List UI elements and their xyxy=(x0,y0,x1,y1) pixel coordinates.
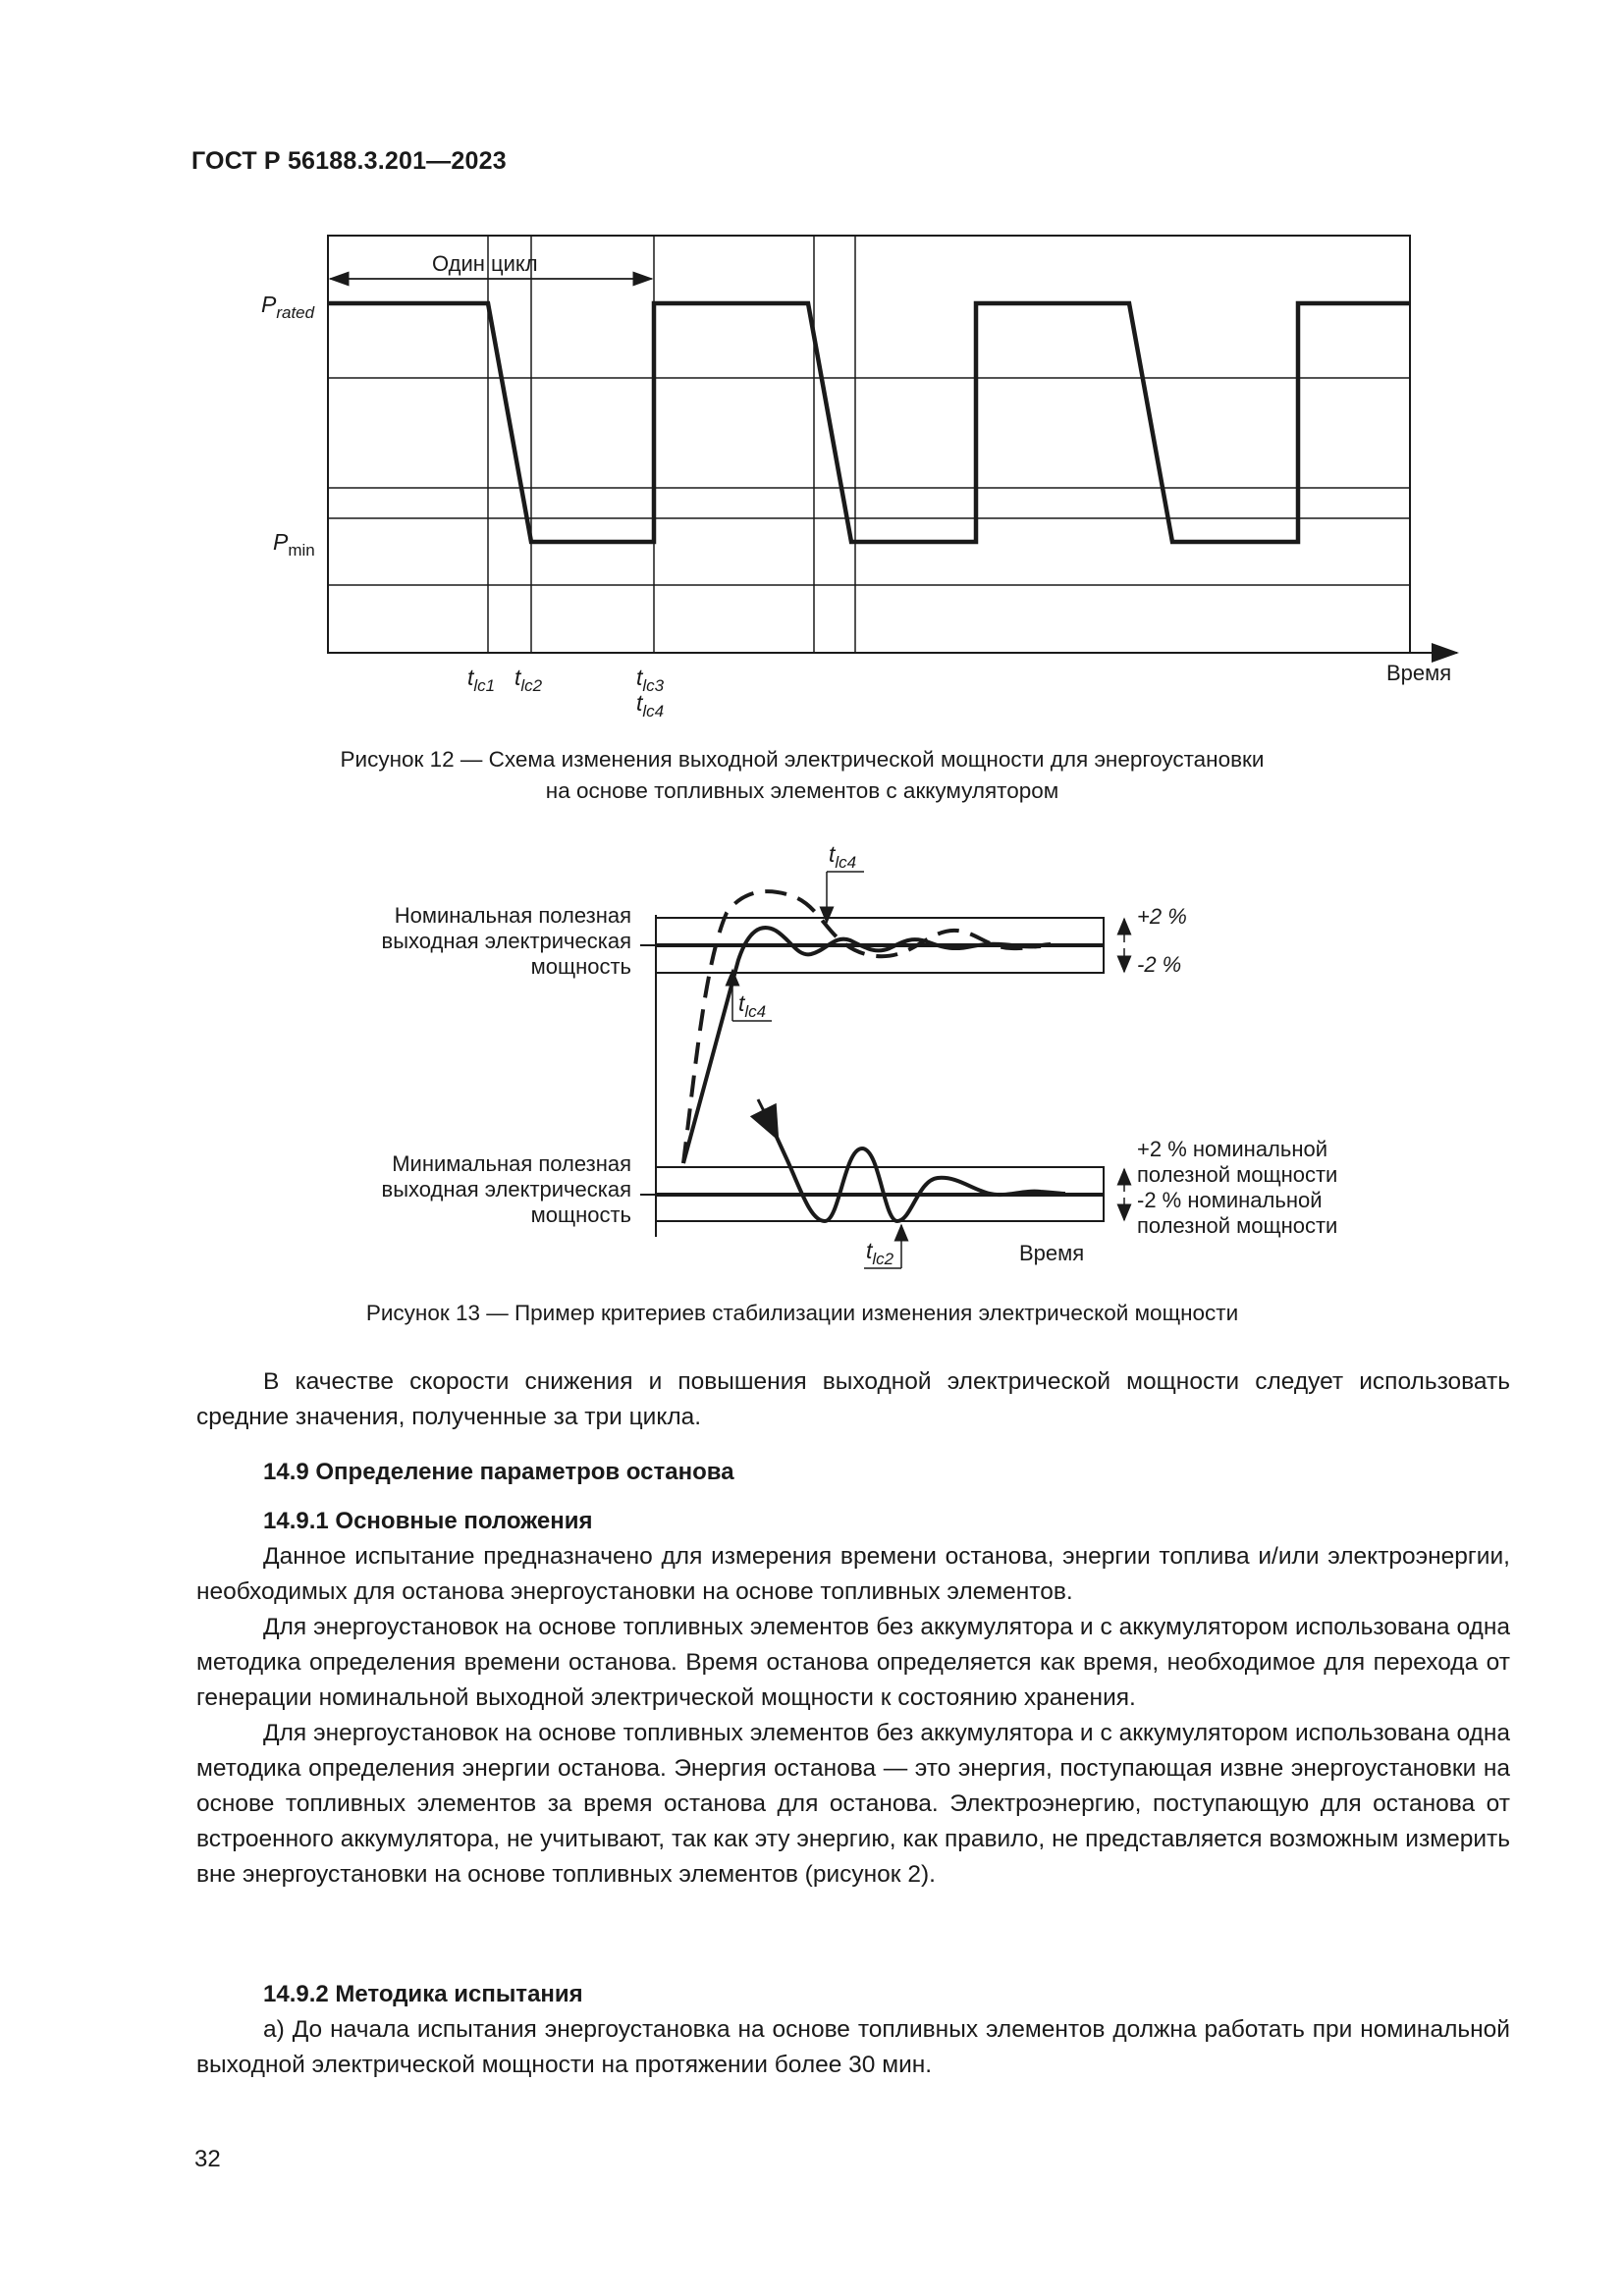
intro-paragraph: В качестве скорости снижения и повышения выходной электрической мощности следует использовать средние значения, полученные за три цикла. xyxy=(196,1368,1510,1430)
p-rated-label: $P_{rated}$ xyxy=(261,292,315,322)
paragraph-3: Для энергоустановок на основе топливных элементов без аккумулятора и с аккумулятором использована одна методика определения энергии останова. Энергия останова — это энергия, поступающая извне энергоустановки на основе топливных элементов за время останова для останова. Электроэнергию, поступающую для останова от встроенного аккумулятора, не учитывают, так как эту энергию, как правило, не представляется возможным измерить вне энергоустановки на основе топливных элементов (рисунок 2). xyxy=(196,1720,1510,1888)
figure-12-caption-line2: на основе топливных элементов с аккумулятором xyxy=(545,778,1059,803)
paragraph-4: а) До начала испытания энергоустановка на основе топливных элементов должна работать при номинальной выходной электрической мощности на протяжении более 30 мин. xyxy=(196,2016,1510,2078)
section-14-9-1-text xyxy=(196,1539,1510,1893)
figure-12-caption-line1: Рисунок 12 — Схема изменения выходной электрической мощности для энергоустановки xyxy=(340,747,1265,772)
bottom-right-line1: +2 % номинальной xyxy=(1137,1137,1328,1161)
figure-13-caption: Рисунок 13 — Пример критериев стабилизации изменения электрической мощности xyxy=(365,1301,1239,1325)
page-number: 32 xyxy=(194,2146,221,2172)
nominal-label-line3: мощность xyxy=(530,954,631,979)
fig13-time-label: Время xyxy=(1019,1241,1085,1265)
heading-14-9-1: 14.9.1 Основные положения xyxy=(263,1508,593,1534)
bottom-right-line4: полезной мощности xyxy=(1137,1213,1338,1238)
dashed-response-curve xyxy=(683,891,1051,1163)
fig12-frame xyxy=(328,236,1410,653)
solid-response-curve xyxy=(683,928,1041,1163)
heading-14-9-2: 14.9.2 Методика испытания xyxy=(263,1981,583,2007)
nominal-label-line1: Номинальная полезная xyxy=(394,903,631,928)
tlc4-top-label: $t_{lc4}$ xyxy=(829,841,857,872)
tlc4-mid-label: $t_{lc4}$ xyxy=(738,990,767,1021)
bottom-right-line3: -2 % номинальной xyxy=(1137,1188,1323,1212)
figure-12-caption xyxy=(191,744,1413,807)
min-label-line1: Минимальная полезная xyxy=(392,1151,631,1176)
tlc2-label: $t_{lc2}$ xyxy=(866,1238,894,1268)
plus-2-label: +2 % xyxy=(1137,904,1187,929)
solid-response-curve-bottom xyxy=(764,1109,1065,1221)
min-label-line3: мощность xyxy=(530,1202,631,1227)
section-14-9-2-text xyxy=(196,2012,1510,2083)
heading-14-9: 14.9 Определение параметров останова xyxy=(263,1459,734,1485)
tlc1-label: $t_{lc1}$ xyxy=(467,665,496,695)
figure-13-diagram xyxy=(0,815,1624,1286)
cycle-label: Один цикл xyxy=(432,251,538,276)
minus-2-label: -2 % xyxy=(1137,952,1182,977)
bottom-right-line2: полезной мощности xyxy=(1137,1162,1338,1187)
power-curve xyxy=(328,303,1410,542)
min-label-line2: выходная электрическая xyxy=(381,1177,631,1201)
tlc3-label: $t_{lc3}$ xyxy=(636,665,665,695)
document-header: ГОСТ Р 56188.3.201—2023 xyxy=(191,147,507,175)
figure-12-diagram xyxy=(0,0,1624,746)
nominal-label-line2: выходная электрическая xyxy=(381,929,631,953)
paragraph-2: Для энергоустановок на основе топливных элементов без аккумулятора и с аккумулятором использована одна методика определения времени останова. Время останова определяется как время, необходимое для перехода от генерации номинальной выходной электрической мощности к состоянию хранения. xyxy=(196,1614,1510,1711)
tlc4-label: $t_{lc4}$ xyxy=(636,690,665,721)
tlc2-label: $t_{lc2}$ xyxy=(514,665,543,695)
time-label: Время xyxy=(1386,661,1452,685)
paragraph-1: Данное испытание предназначено для измерения времени останова, энергии топлива и/или электроэнергии, необходимых для останова энергоустановки на основе топливных элементов. xyxy=(196,1543,1510,1605)
p-min-label: $P_{min}$ xyxy=(273,529,315,560)
